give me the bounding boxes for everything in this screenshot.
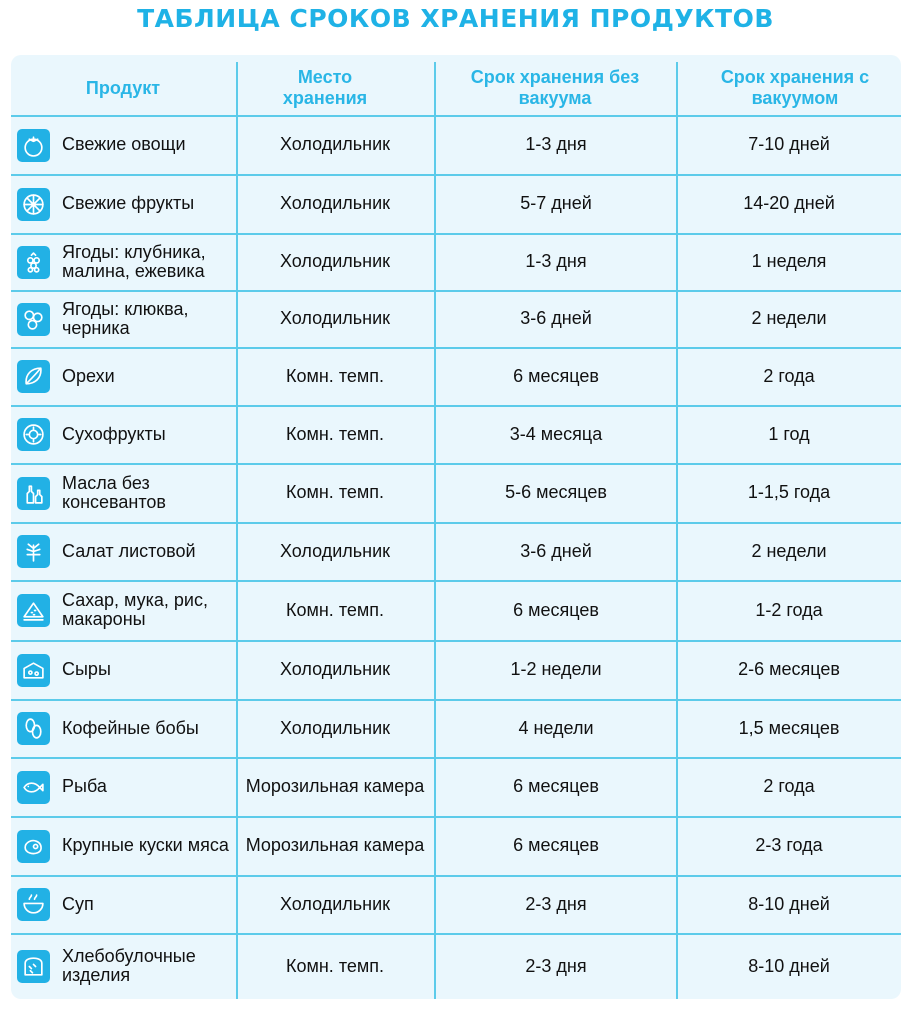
lettuce-icon-glyph [21, 539, 46, 564]
term-no-vacuum: 5-6 месяцев [505, 482, 607, 502]
fish-icon [17, 771, 50, 804]
product-name: Свежие овощи [62, 134, 186, 154]
coffee-beans-icon [17, 712, 50, 745]
header-no-vacuum: Срок хранения без вакуума [470, 67, 640, 108]
term-no-vacuum: 5-7 дней [520, 193, 592, 213]
term-vacuum: 2 года [763, 776, 815, 796]
term-no-vacuum: 6 месяцев [513, 365, 599, 386]
term-vacuum: 2 недели [751, 308, 827, 328]
cheese-icon [17, 654, 50, 687]
storage-place: Холодильник [279, 193, 391, 213]
term-vacuum: 1-1,5 года [747, 482, 831, 502]
storage-place: Холодильник [279, 659, 391, 679]
page-title: ТАБЛИЦА СРОКОВ ХРАНЕНИЯ ПРОДУКТОВ [137, 4, 774, 33]
soup-bowl-icon-glyph [21, 892, 46, 917]
kiwi-icon-glyph [21, 422, 46, 447]
flour-pile-icon-glyph [21, 598, 46, 623]
product-name: Рыба [62, 776, 107, 796]
storage-place: Комн. темп. [286, 365, 384, 386]
term-vacuum: 2 года [763, 365, 815, 386]
bread-icon [17, 950, 50, 983]
product-name: Орехи [62, 365, 115, 386]
term-no-vacuum: 2-3 дня [525, 955, 587, 976]
product-name: Кофейные бобы [62, 717, 199, 738]
steak-icon [17, 830, 50, 863]
storage-place: Комн. темп. [286, 482, 384, 502]
term-no-vacuum: 6 месяцев [513, 776, 599, 796]
term-no-vacuum: 6 месяцев [513, 835, 599, 855]
product-name: Ягоды: клюква, черника [62, 298, 189, 338]
storage-place: Холодильник [279, 308, 391, 328]
storage-place: Комн. темп. [286, 423, 384, 444]
term-no-vacuum: 1-2 недели [510, 659, 602, 679]
term-vacuum: 1 год [768, 423, 810, 444]
storage-place: Холодильник [279, 251, 391, 271]
blueberries-icon [17, 303, 50, 336]
product-name: Свежие фрукты [62, 193, 195, 213]
term-vacuum: 8-10 дней [748, 955, 830, 976]
oil-bottles-icon [17, 477, 50, 510]
almond-icon [17, 360, 50, 393]
lettuce-icon [17, 535, 50, 568]
tomato-icon-glyph [21, 133, 46, 158]
fish-icon-glyph [21, 775, 46, 800]
term-vacuum: 2 недели [751, 540, 827, 561]
term-no-vacuum: 4 недели [518, 717, 594, 738]
storage-place: Морозильная камера [245, 835, 425, 855]
term-no-vacuum: 3-4 месяца [509, 423, 603, 444]
header-place: Место хранения [282, 67, 368, 108]
header-product: Продукт [85, 77, 161, 98]
term-no-vacuum: 1-3 дня [525, 134, 587, 154]
term-vacuum: 7-10 дней [748, 134, 830, 154]
storage-place: Комн. темп. [286, 599, 384, 620]
steak-icon-glyph [21, 834, 46, 859]
raspberry-icon-glyph [21, 250, 46, 275]
product-name: Сахар, мука, рис, макароны [62, 590, 208, 629]
term-no-vacuum: 1-3 дня [525, 251, 587, 271]
raspberry-icon [17, 246, 50, 279]
oil-bottles-icon-glyph [21, 481, 46, 506]
product-name: Хлебобулочные изделия [62, 946, 196, 985]
flour-pile-icon [17, 594, 50, 627]
storage-place: Холодильник [279, 540, 391, 561]
storage-place: Холодильник [279, 717, 391, 738]
bread-icon-glyph [21, 954, 46, 979]
term-vacuum: 2-6 месяцев [738, 659, 840, 679]
citrus-icon [17, 188, 50, 221]
product-name: Масла без консевантов [62, 472, 166, 512]
product-name: Сухофрукты [62, 423, 166, 444]
storage-place: Холодильник [279, 134, 391, 154]
term-no-vacuum: 6 месяцев [513, 599, 599, 620]
product-name: Крупные куски мяса [62, 835, 229, 855]
storage-place: Комн. темп. [286, 955, 384, 976]
almond-icon-glyph [21, 364, 46, 389]
product-name: Салат листовой [62, 540, 196, 561]
storage-place: Морозильная камера [245, 776, 425, 796]
header-vacuum: Срок хранения с вакуумом [720, 67, 870, 108]
term-vacuum: 1,5 месяцев [738, 717, 840, 738]
soup-bowl-icon [17, 888, 50, 921]
term-vacuum: 1-2 года [755, 599, 823, 620]
product-name: Суп [62, 893, 94, 914]
term-vacuum: 1 неделя [751, 251, 827, 271]
kiwi-icon [17, 418, 50, 451]
product-name: Сыры [62, 659, 111, 679]
cheese-icon-glyph [21, 658, 46, 683]
term-no-vacuum: 3-6 дней [520, 308, 592, 328]
term-no-vacuum: 3-6 дней [520, 540, 592, 561]
term-vacuum: 8-10 дней [748, 893, 830, 914]
product-name: Ягоды: клубника, малина, ежевика [62, 241, 206, 281]
tomato-icon [17, 129, 50, 162]
term-no-vacuum: 2-3 дня [525, 893, 587, 914]
term-vacuum: 14-20 дней [743, 193, 835, 213]
term-vacuum: 2-3 года [755, 835, 823, 855]
coffee-beans-icon-glyph [21, 716, 46, 741]
blueberries-icon-glyph [21, 307, 46, 332]
citrus-icon-glyph [21, 192, 46, 217]
storage-place: Холодильник [279, 893, 391, 914]
